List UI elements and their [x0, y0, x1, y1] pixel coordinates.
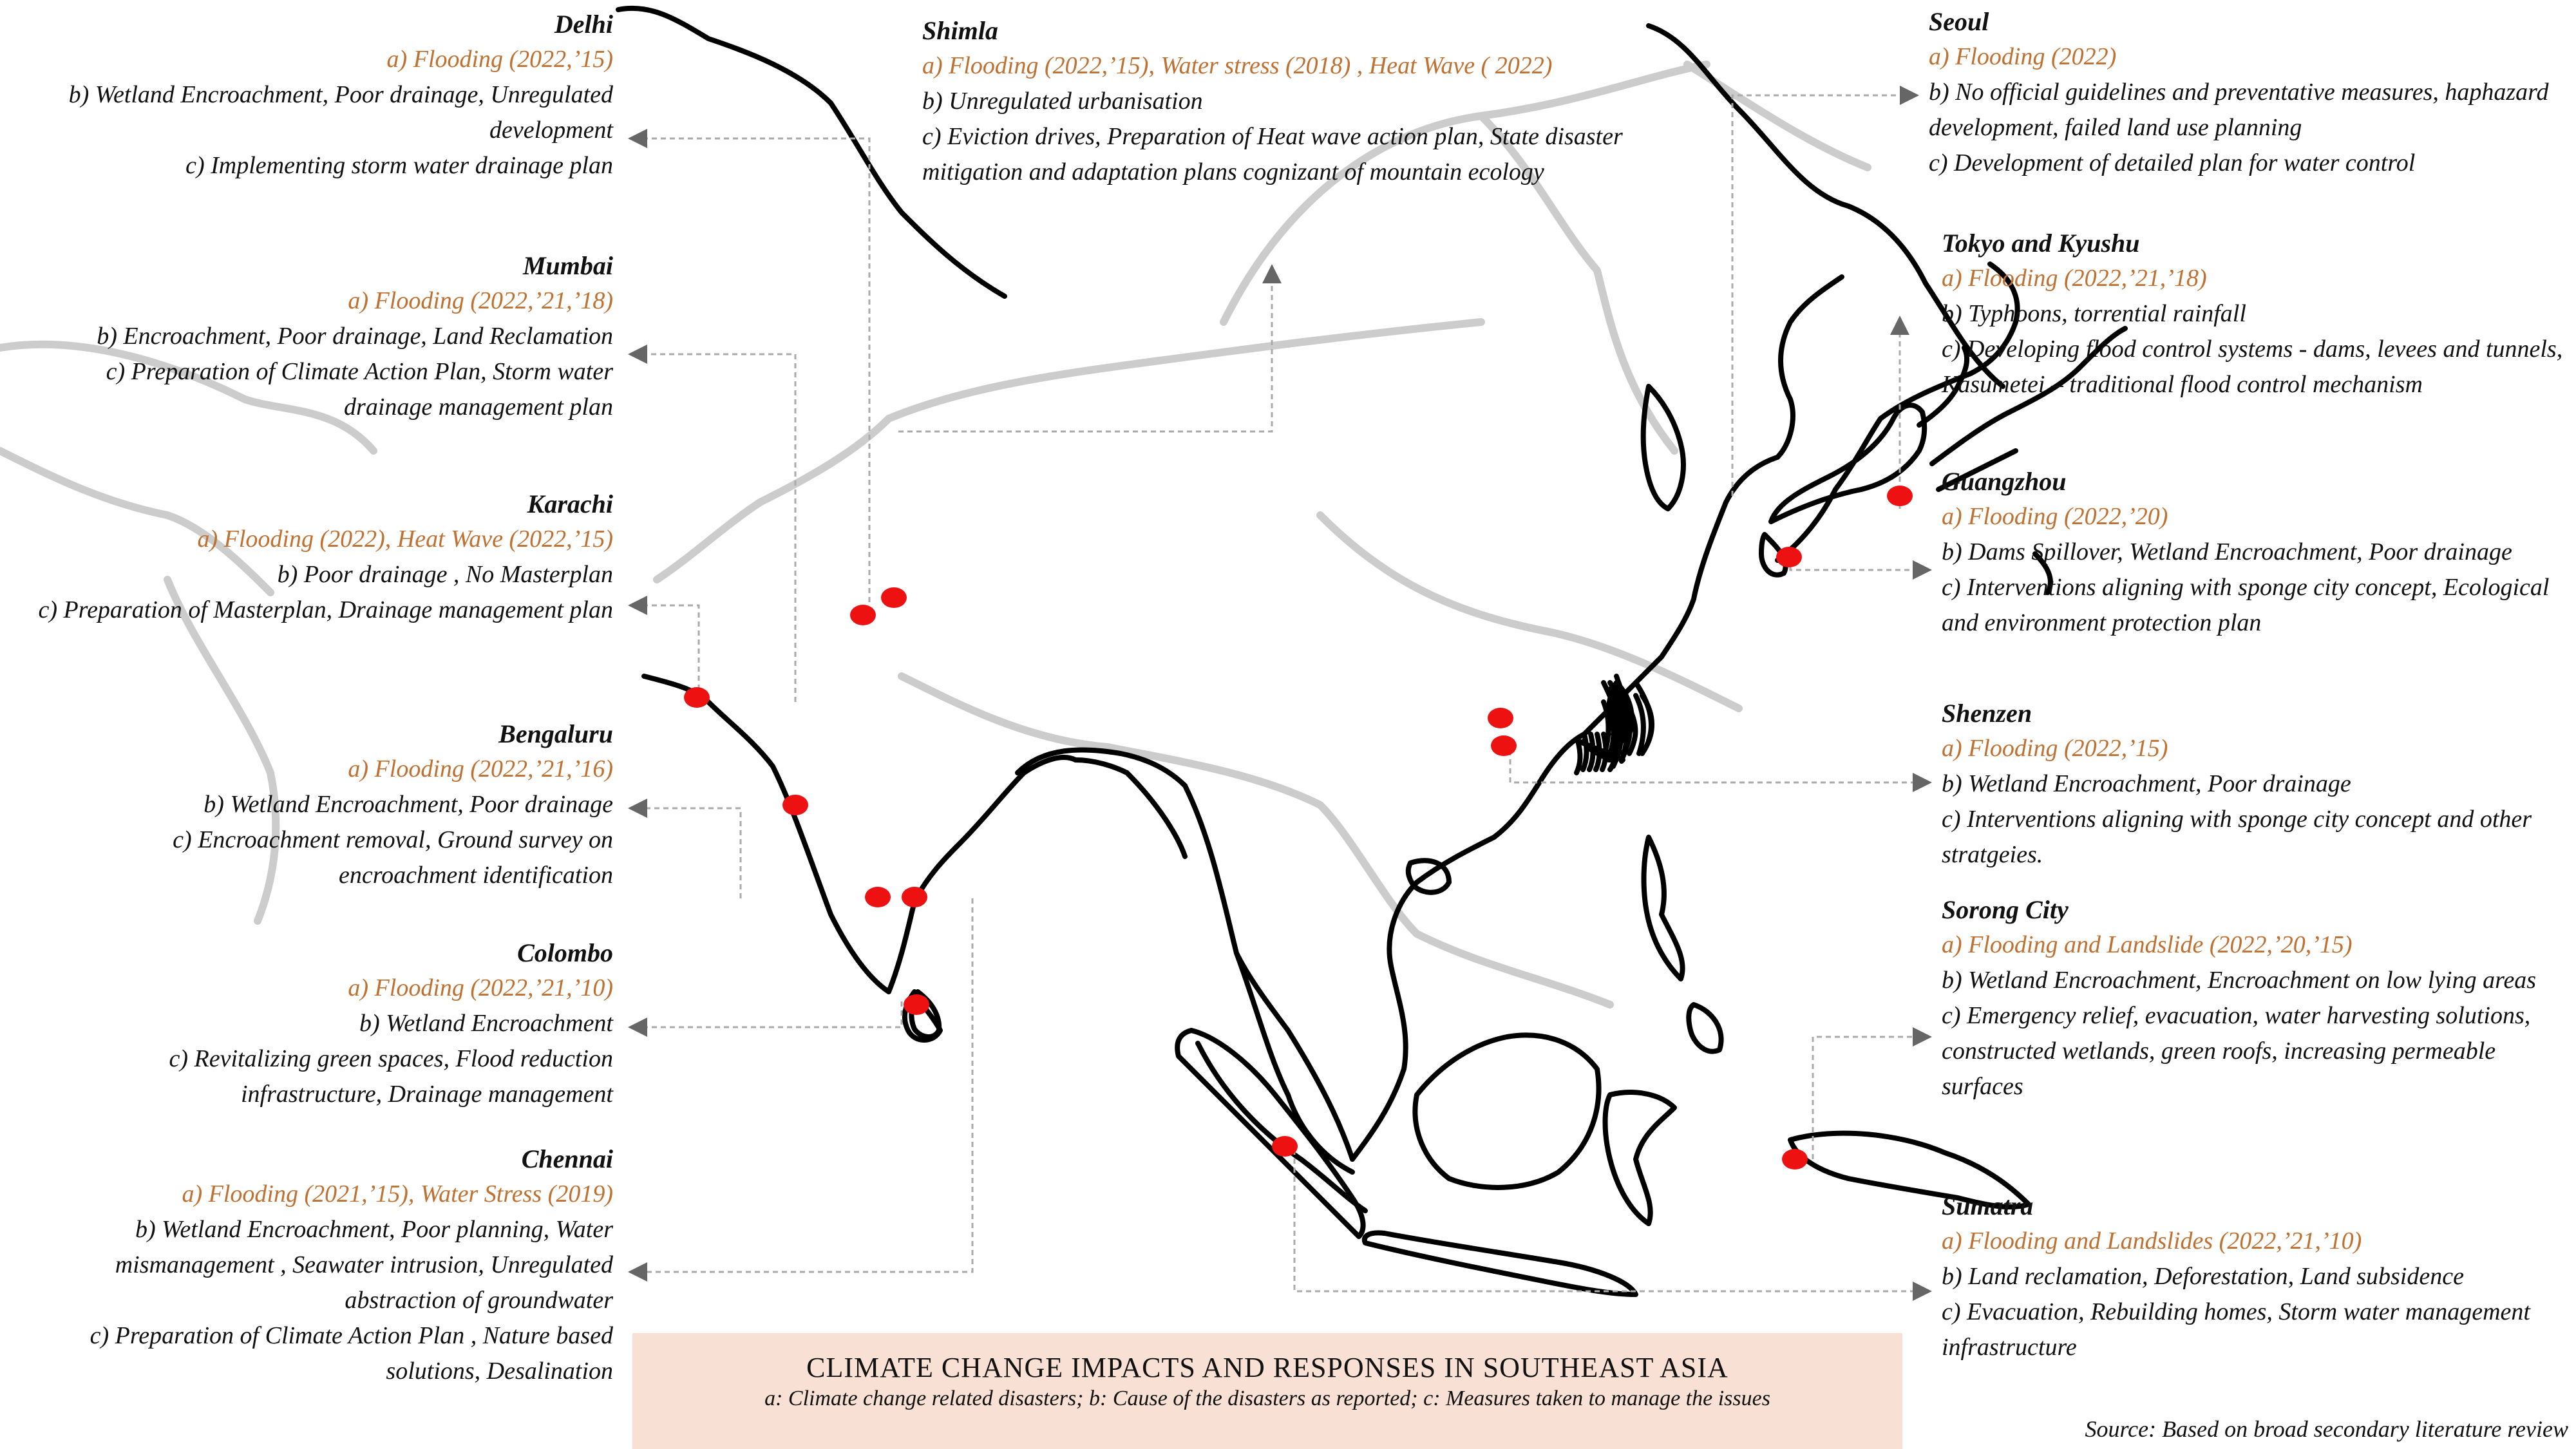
disasters: a) Flooding (2022,’15), Water stress (2018) , Heat Wave ( 2022): [922, 52, 1553, 79]
measures: c) Interventions aligning with sponge city concept, Ecological and environment protection plan: [1942, 574, 2550, 636]
city-name: Shimla: [922, 16, 998, 45]
causes: b) Poor drainage , No Masterplan: [277, 561, 613, 588]
city-name: Colombo: [517, 938, 613, 967]
causes: b) Wetland Encroachment, Poor drainage, Unregulated development: [68, 81, 613, 144]
measures: c) Preparation of Climate Action Plan, Storm water drainage management plan: [106, 358, 613, 421]
causes: b) Typhoons, torrential rainfall: [1942, 300, 2246, 327]
disasters: a) Flooding (2022,’15): [1942, 735, 2168, 762]
city-name: Guangzhou: [1942, 467, 2067, 496]
disasters: a) Flooding (2022,’21,’18): [348, 287, 613, 314]
causes: b) Land reclamation, Deforestation, Land subsidence: [1942, 1263, 2464, 1290]
measures: c) Encroachment removal, Ground survey on encroachment identification: [173, 826, 613, 889]
city-name: Chennai: [521, 1144, 613, 1173]
map-subtitle: a: Climate change related disasters; b: Cause of the disasters as reported; c: Measures taken to manage the issues: [764, 1387, 1770, 1410]
marker-chennai: [902, 887, 927, 907]
causes: b) Dams Spillover, Wetland Encroachment, Poor drainage: [1942, 538, 2512, 565]
disasters: a) Flooding (2022,’21,’16): [348, 755, 613, 782]
marker-shenzen: [1491, 735, 1517, 756]
marker-delhi: [881, 587, 907, 608]
marker-guangzhou: [1488, 708, 1513, 728]
city-bengaluru: [33, 716, 613, 893]
disasters: a) Flooding (2022,’20): [1942, 503, 2168, 530]
marker-tokyo: [1887, 486, 1913, 506]
causes: b) Encroachment, Poor drainage, Land Reclamation: [97, 323, 613, 350]
measures: c) Interventions aligning with sponge city concept and other stratgeies.: [1942, 806, 2532, 868]
disasters: a) Flooding (2022,’15): [386, 46, 613, 73]
disasters: a) Flooding (2022), Heat Wave (2022,’15): [197, 526, 613, 553]
city-mumbai: [59, 248, 613, 425]
city-sumatra: [1942, 1188, 2563, 1365]
disasters: a) Flooding and Landslides (2022,’21,’10): [1942, 1227, 2362, 1255]
source-note: Source: Based on broad secondary literature review: [2085, 1416, 2568, 1442]
disasters: a) Flooding and Landslide (2022,’20,’15): [1942, 931, 2353, 958]
city-name: Delhi: [554, 10, 613, 39]
causes: b) Wetland Encroachment, Poor drainage: [204, 791, 613, 818]
city-name: Sumatra: [1942, 1191, 2034, 1220]
city-sorong: [1942, 892, 2563, 1104]
disasters: a) Flooding (2022,’21,’18): [1942, 265, 2207, 292]
causes: b) Wetland Encroachment, Encroachment on low lying areas: [1942, 967, 2537, 994]
measures: c) Preparation of Climate Action Plan , Nature based solutions, Desalination: [90, 1322, 613, 1385]
marker-karachi: [684, 687, 710, 708]
marker-shimla: [850, 605, 876, 625]
disasters: a) Flooding (2021,’15), Water Stress (2019): [182, 1180, 613, 1208]
city-name: Bengaluru: [498, 719, 613, 748]
marker-colombo: [904, 994, 929, 1015]
city-colombo: [33, 935, 613, 1112]
marker-sumatra: [1272, 1136, 1298, 1157]
city-name: Shenzen: [1942, 699, 2032, 728]
measures: c) Evacuation, Rebuilding homes, Storm water management infrastructure: [1942, 1298, 2530, 1361]
marker-bengaluru: [865, 887, 891, 907]
causes: b) Wetland Encroachment, Poor planning, Water mismanagement , Seawater intrusion, Unregulated abstraction of groundwater: [115, 1216, 613, 1314]
city-guangzhou: [1942, 464, 2563, 641]
marker-sorong: [1782, 1149, 1808, 1170]
city-delhi: [33, 6, 613, 184]
city-name: Tokyo and Kyushu: [1942, 229, 2140, 258]
city-name: Sorong City: [1942, 895, 2069, 924]
causes: b) Wetland Encroachment, Poor drainage: [1942, 770, 2351, 797]
city-name: Seoul: [1929, 7, 1989, 36]
city-karachi: [33, 486, 613, 628]
measures: c) Emergency relief, evacuation, water harvesting solutions, constructed wetlands, green roofs, increasing permeable surfaces: [1942, 1002, 2531, 1100]
marker-mumbai: [782, 795, 808, 815]
city-name: Mumbai: [522, 251, 613, 280]
city-chennai: [8, 1141, 613, 1389]
measures: c) Developing flood control systems - dams, levees and tunnels, Kasumetei – traditional flood control mechanism: [1942, 336, 2563, 398]
measures: c) Preparation of Masterplan, Drainage management plan: [38, 596, 613, 623]
city-name: Karachi: [527, 489, 613, 518]
city-shimla: [922, 13, 1650, 190]
measures: c) Eviction drives, Preparation of Heat wave action plan, State disaster mitigation and adaptation plans cognizant of mountain ecology: [922, 123, 1623, 185]
disasters: a) Flooding (2022,’21,’10): [348, 974, 613, 1001]
measures: c) Revitalizing green spaces, Flood reduction infrastructure, Drainage management: [169, 1045, 613, 1108]
city-tokyo: [1942, 225, 2563, 402]
causes: b) Unregulated urbanisation: [922, 88, 1203, 115]
causes: b) No official guidelines and preventative measures, haphazard development, failed land use planning: [1929, 79, 2549, 141]
disasters: a) Flooding (2022): [1929, 43, 2117, 70]
measures: c) Implementing storm water drainage plan: [185, 152, 613, 179]
measures: c) Development of detailed plan for water control: [1929, 149, 2416, 176]
city-shenzen: [1942, 696, 2563, 873]
marker-seoul: [1776, 547, 1802, 567]
causes: b) Wetland Encroachment: [359, 1010, 613, 1037]
city-seoul: [1929, 4, 2573, 181]
title-box: [632, 1333, 1902, 1449]
map-title: CLIMATE CHANGE IMPACTS AND RESPONSES IN SOUTHEAST ASIA: [806, 1352, 1728, 1383]
